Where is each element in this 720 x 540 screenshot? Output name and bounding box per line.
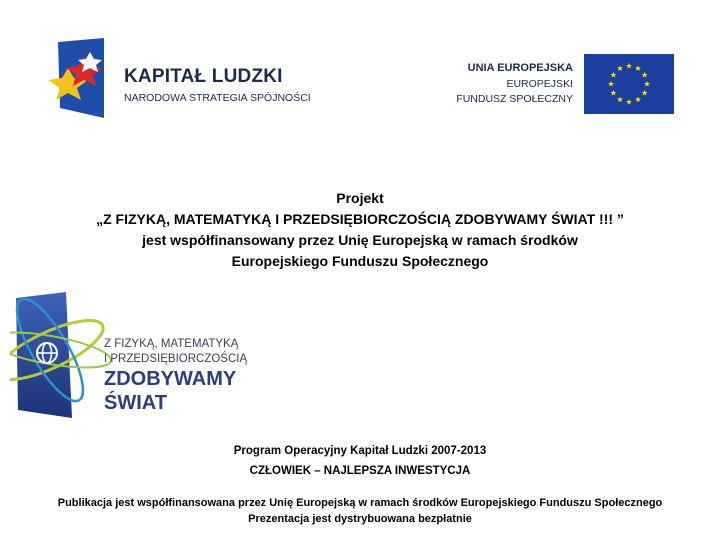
publication-line: Publikacja jest współfinansowana przez Unię Europejską w ramach środków Europejskiego Funduszu Społecznego [57, 497, 663, 509]
distribution-line: Prezentacja jest dystrybuowana bezpłatnie [248, 513, 472, 525]
motto-line: CZŁOWIEK – NAJLEPSZA INWESTYCJA [249, 465, 471, 477]
project-logo-line3: ZDOBYWAMY [104, 368, 237, 390]
project-logo-line4: ŚWIAT [104, 392, 167, 414]
project-cofinance-line: jest współfinansowany przez Unię Europejską w ramach środków [142, 232, 578, 248]
program-line: Program Operacyjny Kapitał Ludzki 2007-2013 [233, 445, 487, 457]
eu-label-line3: FUNDUSZ SPOŁECZNY [456, 93, 573, 105]
project-label: Projekt [336, 190, 384, 206]
project-fund-line: Europejskiego Funduszu Społecznego [231, 253, 489, 269]
eu-label-line1: UNIA EUROPEJSKA [467, 62, 573, 74]
eu-label-line2: EUROPEJSKI [506, 78, 573, 90]
project-logo-line2: I PRZEDSIĘBIORCZOŚCIĄ [104, 353, 248, 365]
project-title: „Z FIZYKĄ, MATEMATYKĄ I PRZEDSIĘBIORCZOŚCIĄ ZDOBYWAMY ŚWIAT !!! ” [96, 211, 624, 227]
project-logo-line1: Z FIZYKĄ, MATEMATYKĄ [104, 338, 239, 350]
eu-flag-icon [584, 54, 674, 114]
kapital-ludzki-subtitle: NARODOWA STRATEGIA SPÓJNOŚCI [124, 92, 311, 104]
kapital-ludzki-title: KAPITAŁ LUDZKI [124, 66, 283, 87]
